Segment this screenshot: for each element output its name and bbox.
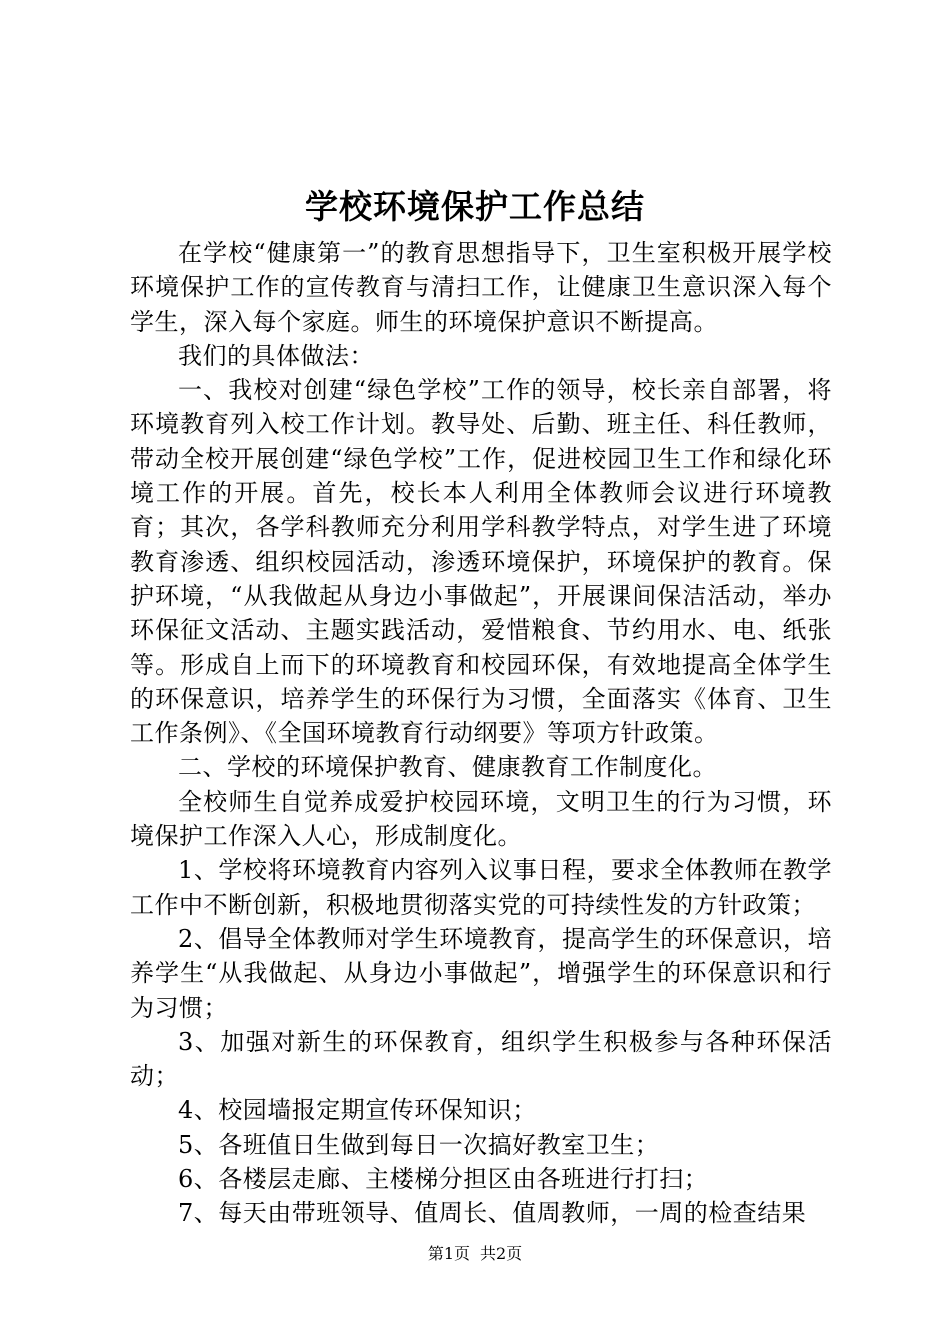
paragraph-section-two-intro: 全校师生自觉养成爱护校园环境，文明卫生的行为习惯，环境保护工作深入人心，形成制度化。 bbox=[130, 787, 832, 851]
list-item-4: 4、校园墙报定期宣传环保知识； bbox=[178, 1096, 537, 1125]
document-body bbox=[130, 236, 832, 1231]
list-item-1: 1、学校将环境教育内容列入议事日程，要求全体教师在教学工作中不断创新，积极地贯彻落实党的可持续性发的方针政策； bbox=[130, 856, 832, 919]
paragraph-methods-heading: 我们的具体做法： bbox=[178, 341, 374, 370]
list-item-2: 2、倡导全体教师对学生环境教育，提高学生的环保意识，培养学生“从我做起、从身边小事做起”，增强学生的环保意识和行为习惯； bbox=[130, 924, 832, 1022]
list-item-3: 3、加强对新生的环保教育，组织学生积极参与各种环保活动； bbox=[130, 1027, 832, 1091]
paragraph-intro: 在学校“健康第一”的教育思想指导下，卫生室积极开展学校环境保护工作的宣传教育与清扫工作，让健康卫生意识深入每个学生，深入每个家庭。师生的环境保护意识不断提高。 bbox=[130, 239, 832, 336]
paragraph-section-one: 一、我校对创建“绿色学校”工作的领导，校长亲自部署，将环境教育列入校工作计划。教导处、后勤、班主任、科任教师，带动全校开展创建“绿色学校”工作，促进校园卫生工作和绿化环境工作的开展。首先，校长本人利用全体教师会议进行环境教育；其次，各学科教师充分利用学科教学特点，对学生进了环境教育渗透、组织校园活动，渗透环境保护，环境保护的教育。保护环境，“从我做起从身边小事做起”，开展课间保洁活动，举办环保征文活动、主题实践活动，爱惜粮食、节约用水、电、纸张等。形成自上而下的环境教育和校园环保，有效地提高全体学生的环保意识，培养学生的环保行为习惯，全面落实《体育、卫生工作条例》、《全国环境教育行动纲要》等项方针政策。 bbox=[130, 376, 832, 748]
list-item-6: 6、各楼层走廊、主楼梯分担区由各班进行打扫； bbox=[178, 1165, 709, 1194]
paragraph-section-two-heading: 二、学校的环境保护教育、健康教育工作制度化。 bbox=[178, 753, 717, 782]
list-item-7: 7、每天由带班领导、值周长、值周教师，一周的检查结果 bbox=[178, 1199, 807, 1228]
page-number-total: 共2页 bbox=[480, 1244, 523, 1263]
page-number-current: 第1页 bbox=[427, 1244, 470, 1263]
list-item-5: 5、各班值日生做到每日一次搞好教室卫生； bbox=[178, 1130, 660, 1159]
page-footer bbox=[0, 1242, 950, 1266]
document-title: 学校环境保护工作总结 bbox=[305, 187, 645, 226]
